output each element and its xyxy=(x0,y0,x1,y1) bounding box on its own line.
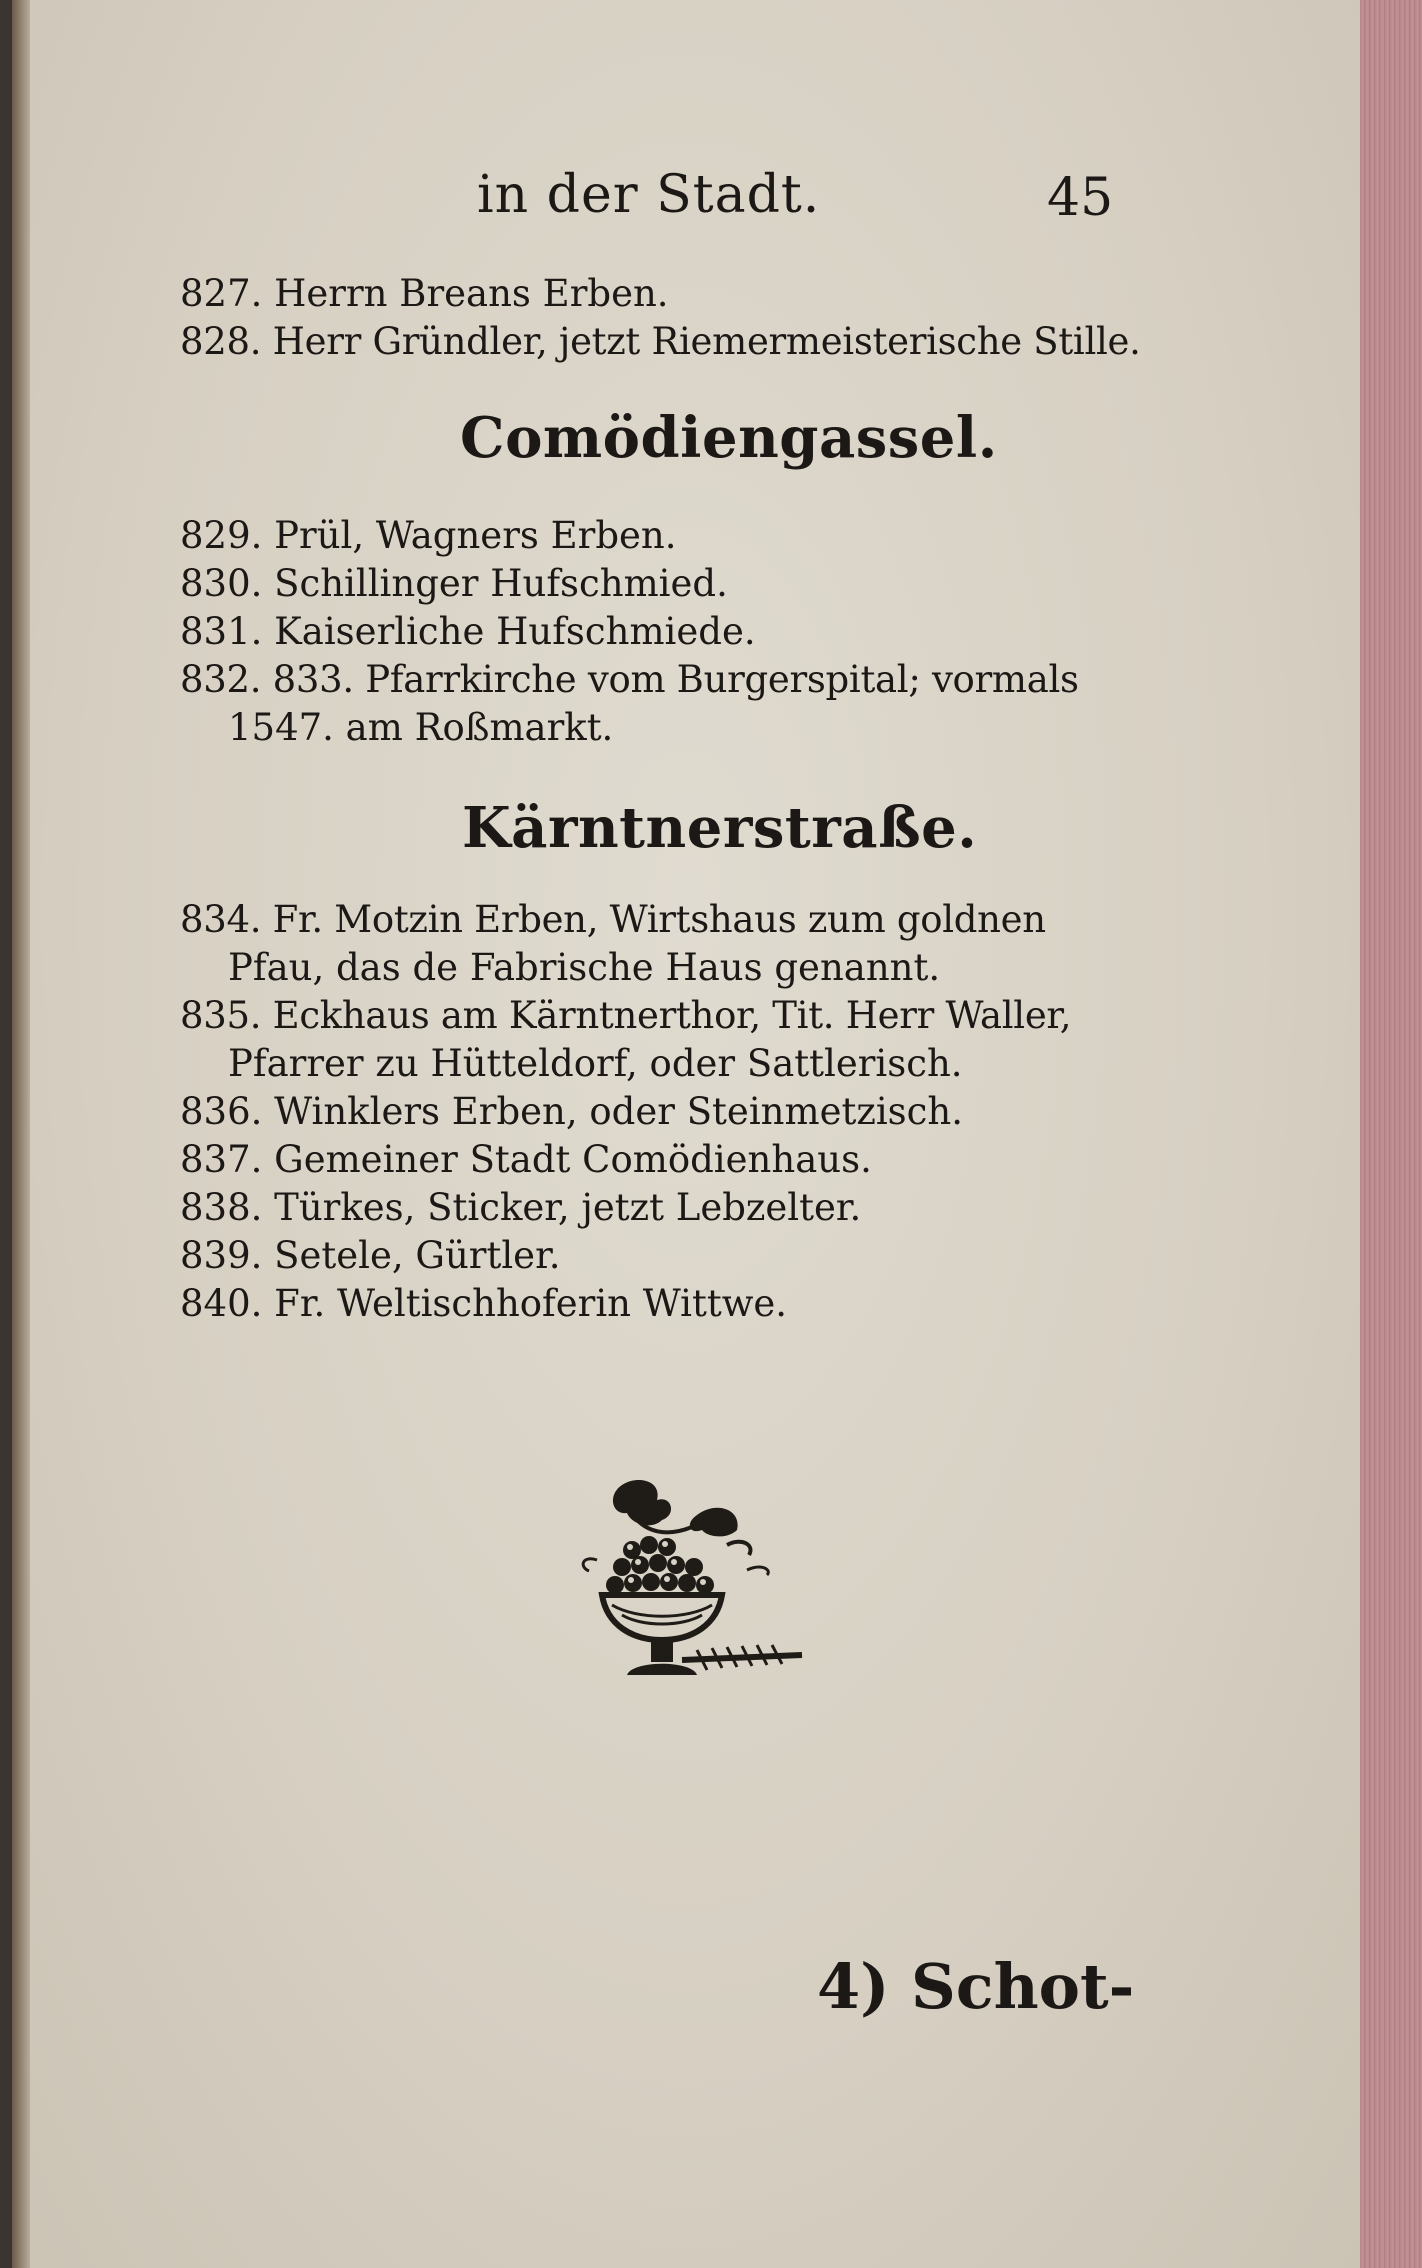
entry-835: 835. Eckhaus am Kärntnerthor, Tit. Herr Waller, xyxy=(180,994,1072,1037)
section-title-comoediengassel: Comödiengassel. xyxy=(460,405,998,471)
entry-838: 838. Türkes, Sticker, jetzt Lebzelter. xyxy=(180,1186,862,1229)
entry-829: 829. Prül, Wagners Erben. xyxy=(180,514,677,557)
entry-834-continued: Pfau, das de Fabrische Haus genannt. xyxy=(228,946,941,989)
page-number: 45 xyxy=(1047,168,1114,228)
entry-830: 830. Schillinger Hufschmied. xyxy=(180,562,728,605)
entry-834: 834. Fr. Motzin Erben, Wirtshaus zum goldnen xyxy=(180,898,1046,941)
catchword: 4) Schot- xyxy=(817,1950,1135,2023)
entry-827: 827. Herrn Breans Erben. xyxy=(180,272,669,315)
book-page xyxy=(12,0,1360,2268)
fruit-bowl-ornament-icon xyxy=(577,1475,807,1715)
entry-831: 831. Kaiserliche Hufschmiede. xyxy=(180,610,756,653)
entry-836: 836. Winklers Erben, oder Steinmetzisch. xyxy=(180,1090,963,1133)
entry-835-continued: Pfarrer zu Hütteldorf, oder Sattlerisch. xyxy=(228,1042,963,1085)
section2-entries xyxy=(180,896,1140,1328)
page-gutter xyxy=(12,0,30,2268)
entry-832-833: 832. 833. Pfarrkirche vom Burgerspital; vormals xyxy=(180,658,1079,701)
top-entries xyxy=(180,270,1140,366)
page-edge xyxy=(1360,0,1422,2268)
section1-entries xyxy=(180,512,1140,752)
running-header: in der Stadt. xyxy=(477,165,821,225)
entry-832-833-continued: 1547. am Roßmarkt. xyxy=(228,706,614,749)
entry-828: 828. Herr Gründler, jetzt Riemermeisterische Stille. xyxy=(180,320,1141,363)
section-title-kaerntnerstrasse: Kärntnerstraße. xyxy=(462,795,978,861)
entry-837: 837. Gemeiner Stadt Comödienhaus. xyxy=(180,1138,872,1181)
entry-840: 840. Fr. Weltischhoferin Wittwe. xyxy=(180,1282,788,1325)
entry-839: 839. Setele, Gürtler. xyxy=(180,1234,561,1277)
